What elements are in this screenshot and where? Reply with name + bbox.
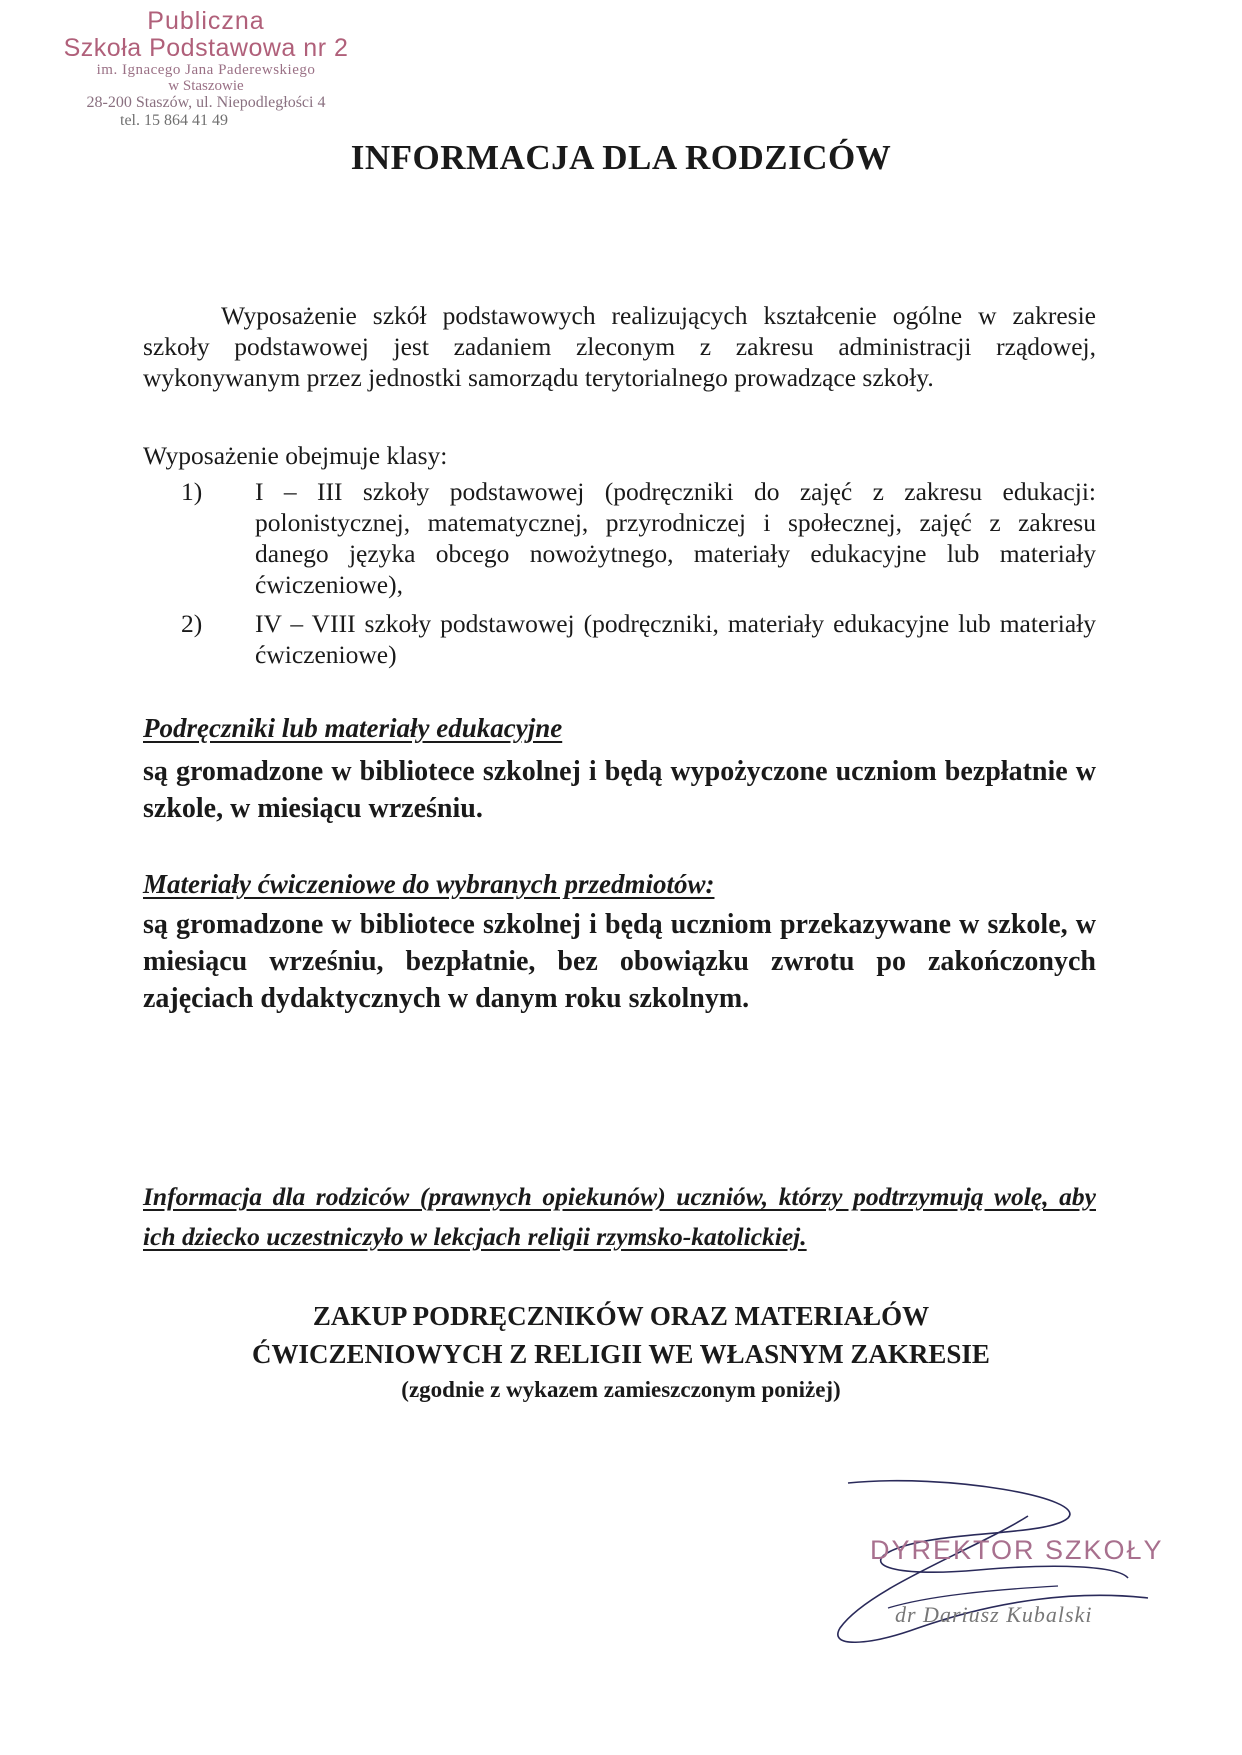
list-item-number: 2) — [181, 609, 203, 638]
stamp-line-6: tel. 15 864 41 49 — [120, 111, 228, 129]
stamp-line-2: Szkoła Podstawowa nr 2 — [63, 34, 349, 62]
list-item-text: I – III szkoły podstawowej (podręczniki do zajęć z zakresu edukacji: polonistycznej, matematycznej, przyrodniczej i społecznej, zajęć z zakresu danego języka obcego nowożytnego, materiały edukacyjne lub materiały ćwiczeniowe), — [255, 477, 1096, 600]
stamp-line-5: 28-200 Staszów, ul. Niepodległości 4 — [86, 94, 326, 112]
purchase-line-2: ĆWICZENIOWYCH Z RELIGII WE WŁASNYM ZAKRESIE — [252, 1339, 990, 1370]
document-title: INFORMACJA DLA RODZICÓW — [350, 138, 892, 177]
list-item — [143, 476, 1096, 600]
list-item-text: IV – VIII szkoły podstawowej (podręczniki, materiały edukacyjne lub materiały ćwiczeniowe) — [255, 609, 1096, 670]
school-stamp — [36, 8, 376, 129]
stamp-line-4: w Staszowie — [168, 78, 244, 95]
list-item-number: 1) — [181, 477, 203, 506]
section-text-textbooks: są gromadzone w bibliotece szkolnej i będą wypożyczone uczniom bezpłatnie w szkole, w miesiącu wrześniu. — [143, 756, 1096, 825]
section-heading-exercise-materials: Materiały ćwiczeniowe do wybranych przedmiotów: — [143, 869, 715, 899]
purchase-heading — [0, 1297, 1242, 1406]
intro-lead: Wyposażenie obejmuje klasy: — [143, 441, 448, 470]
intro-paragraph: Wyposażenie szkół podstawowych realizujących kształcenie ogólne w zakresie szkoły podstawowej jest zadaniem zleconym z zakresu administracji rządowej, wykonywanym przez jednostki samorządu terytorialnego prowadzące szkoły. — [143, 301, 1096, 393]
stamp-line-1: Publiczna — [147, 7, 265, 35]
purchase-line-1: ZAKUP PODRĘCZNIKÓW ORAZ MATERIAŁÓW — [312, 1301, 930, 1331]
section-text-exercise-materials: są gromadzone w bibliotece szkolnej i będą uczniom przekazywane w szkole, w miesiącu wrześniu, bezpłatnie, bez obowiązku zwrotu po zakończonych zajęciach dydaktycznych w danym roku szkolnym. — [143, 909, 1096, 1015]
signature-name: dr Dariusz Kubalski — [895, 1602, 1093, 1627]
stamp-line-3: im. Ignacego Jana Paderewskiego — [96, 62, 316, 78]
religion-notice: Informacja dla rodziców (prawnych opiekunów) uczniów, którzy podtrzymują wolę, aby ich dziecko uczestniczyło w lekcjach religii rzymsko-katolickiej. — [143, 1182, 1096, 1251]
signature-title: DYREKTOR SZKOŁY — [870, 1535, 1164, 1565]
section-heading-textbooks: Podręczniki lub materiały edukacyjne — [143, 713, 563, 743]
list-item — [143, 608, 1096, 670]
purchase-line-3: (zgodnie z wykazem zamieszczonym poniżej) — [401, 1376, 841, 1402]
